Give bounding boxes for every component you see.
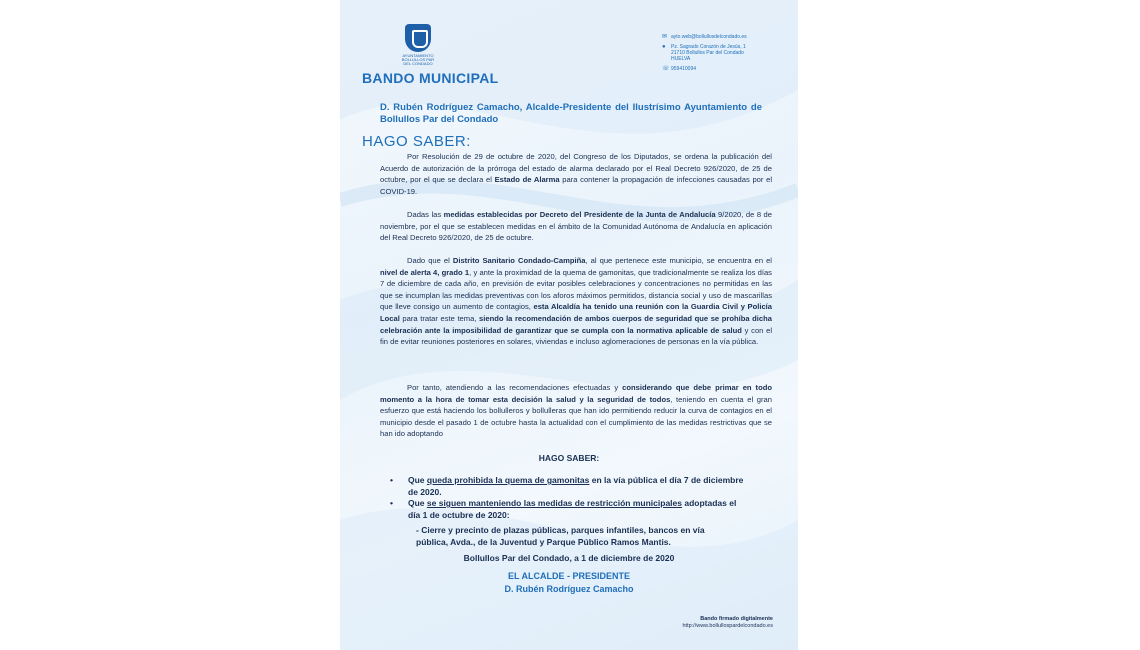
p3-bold-2: nivel de alerta 4, grado 1	[380, 267, 470, 277]
p3-bold-3: esta Alcaldía ha tenido una reunión con la Guardia Civil y Policía Local	[380, 302, 772, 323]
email-icon: ✉	[662, 34, 668, 40]
p3-text-3: , y ante la proximidad de la quema de gamonitas, que tradicionalmente se realiza los días 7 de diciembre de cada año, en previsión de evitar posibles celebraciones y concentraciones no permitidas en las que se incumplan las medidas preventivas con los aforos máximos permitidos, distancia social y uso de mascarillas que lleve consigo un aumento de contagios,	[380, 267, 772, 312]
p3-text-4: para tratar este tema,	[399, 313, 480, 323]
bullet-marker: •	[390, 475, 393, 485]
list-item	[390, 475, 750, 498]
p3-text-2: , al que pertenece este municipio, se encuentra en el	[585, 256, 772, 265]
digital-signature-note	[682, 616, 773, 630]
date-line: Bollullos Par del Condado, a 1 de diciembre de 2020	[463, 553, 675, 563]
firmado-label: Bando firmado digitalmente	[700, 616, 773, 622]
bullet-2-underlined: se siguen manteniendo las medidas de restricción municipales	[426, 498, 682, 508]
contact-address-line1: Pz. Sagrado Corazón de Jesús, 1	[671, 44, 746, 50]
contact-address-line2: 21710 Bollullos Par del Condado	[671, 50, 744, 56]
p2-text-1: Dadas las	[407, 210, 444, 219]
signature-title: EL ALCALDE - PRESIDENTE	[507, 571, 630, 581]
p1-text-1: Por Resolución de 29 de octubre de 2020, del Congreso de los Diputados, se ordena la publicación del Acuerdo de autorización de la prórroga del estado de alarma declarado por el Real Decreto 926/2020, de 25 de octubre, por el que se declara el	[380, 152, 772, 185]
contact-address-line3: HUELVA	[671, 56, 691, 62]
contact-address-row	[662, 44, 792, 62]
bullet-1-pre: Que	[408, 475, 427, 485]
p2-bold-1: medidas establecidas por Decreto del Presidente de la Junta de Andalucía	[443, 210, 716, 219]
website-link[interactable]: http://www.bollullospardelcondado.es	[682, 623, 773, 629]
paragraph-3	[380, 255, 772, 348]
p1-text-2: para contener la propagación de infecciones causadas por el COVID-19.	[380, 175, 773, 196]
document-title: BANDO MUNICIPAL	[362, 70, 499, 86]
hago-saber-heading: HAGO SABER:	[362, 133, 471, 150]
municipal-crest	[398, 24, 438, 68]
contact-email-row	[662, 34, 792, 40]
p1-bold-1: Estado de Alarma	[494, 175, 560, 185]
contact-phone: 959410094	[671, 66, 697, 72]
restriction-sub-item: - Cierre y precinto de plazas públicas, parques infantiles, bancos en vía pública, Avda., de la Juventud y Parque Público Ramos Mantis.	[416, 525, 705, 547]
p2-text-2: 9/2020, de 8 de noviembre, por el que se establecen medidas en el ámbito de la Comunidad Autónoma de Andalucía en aplicación del Real Decreto 926/2020, de 25 de octubre.	[380, 210, 772, 243]
crest-caption: AYUNTAMIENTO BOLLULLOS PAR DEL CONDADO	[401, 53, 435, 66]
p4-text-1: Por tanto, atendiendo a las recomendaciones efectuadas y	[407, 383, 623, 392]
bullet-2-pre: Que	[408, 498, 427, 508]
hago-saber-subheading: HAGO SABER:	[538, 453, 600, 463]
bullet-1-underlined: queda prohibida la quema de gamonitas	[426, 475, 590, 485]
crest-logo-icon	[405, 24, 431, 52]
contact-phone-row	[662, 66, 792, 72]
bullet-marker: •	[390, 498, 393, 508]
location-icon: ●	[662, 44, 666, 50]
paragraph-2	[380, 209, 772, 244]
p3-text-5: y con el fin de evitar reuniones posteriores en solares, viviendas e incluso aglomeraciones de personas en la vía pública.	[380, 325, 773, 347]
signature-name: D. Rubén Rodríguez Camacho	[504, 584, 634, 594]
phone-icon: ☏	[662, 66, 670, 72]
contact-block	[662, 34, 792, 76]
p3-bold-4: siendo la recomendación de ambos cuerpos de seguridad que se prohíba dicha celebración ante la imposibilidad de garantizar que se cumpla con la normativa aplicable de salud	[380, 313, 772, 335]
list-item	[390, 498, 750, 521]
p4-text-2: , teniendo en cuenta el gran esfuerzo que está haciendo los bollulleros y bollulleras que han ido permitiendo reducir la curva de contagios en el municipio desde el pasado 1 de octubre hasta la actualidad con el cumplimiento de las medidas restrictivas que se han ido adoptando	[380, 394, 772, 439]
p4-bold-1: considerando que debe primar en todo momento a la hora de tomar esta decisión la salud y la seguridad de todos	[380, 383, 772, 404]
paragraph-4	[380, 382, 772, 440]
decree-bullets	[390, 475, 750, 521]
document-page	[340, 0, 798, 650]
p3-text-1: Dado que el	[407, 256, 453, 265]
bullet-2-post: adoptadas el día 1 de octubre de 2020:	[408, 498, 737, 520]
paragraph-1	[380, 151, 772, 197]
bullet-1-post: en la vía pública el día 7 de diciembre de 2020.	[408, 475, 744, 497]
authority-heading: D. Rubén Rodríguez Camacho, Alcalde-Presidente del Ilustrísimo Ayuntamiento de Bollullos Par del Condado	[380, 102, 762, 125]
contact-email[interactable]: ayto.web@bollullosdelcondado.es	[671, 34, 747, 40]
p3-bold-1: Distrito Sanitario Condado-Campiña	[452, 256, 586, 265]
